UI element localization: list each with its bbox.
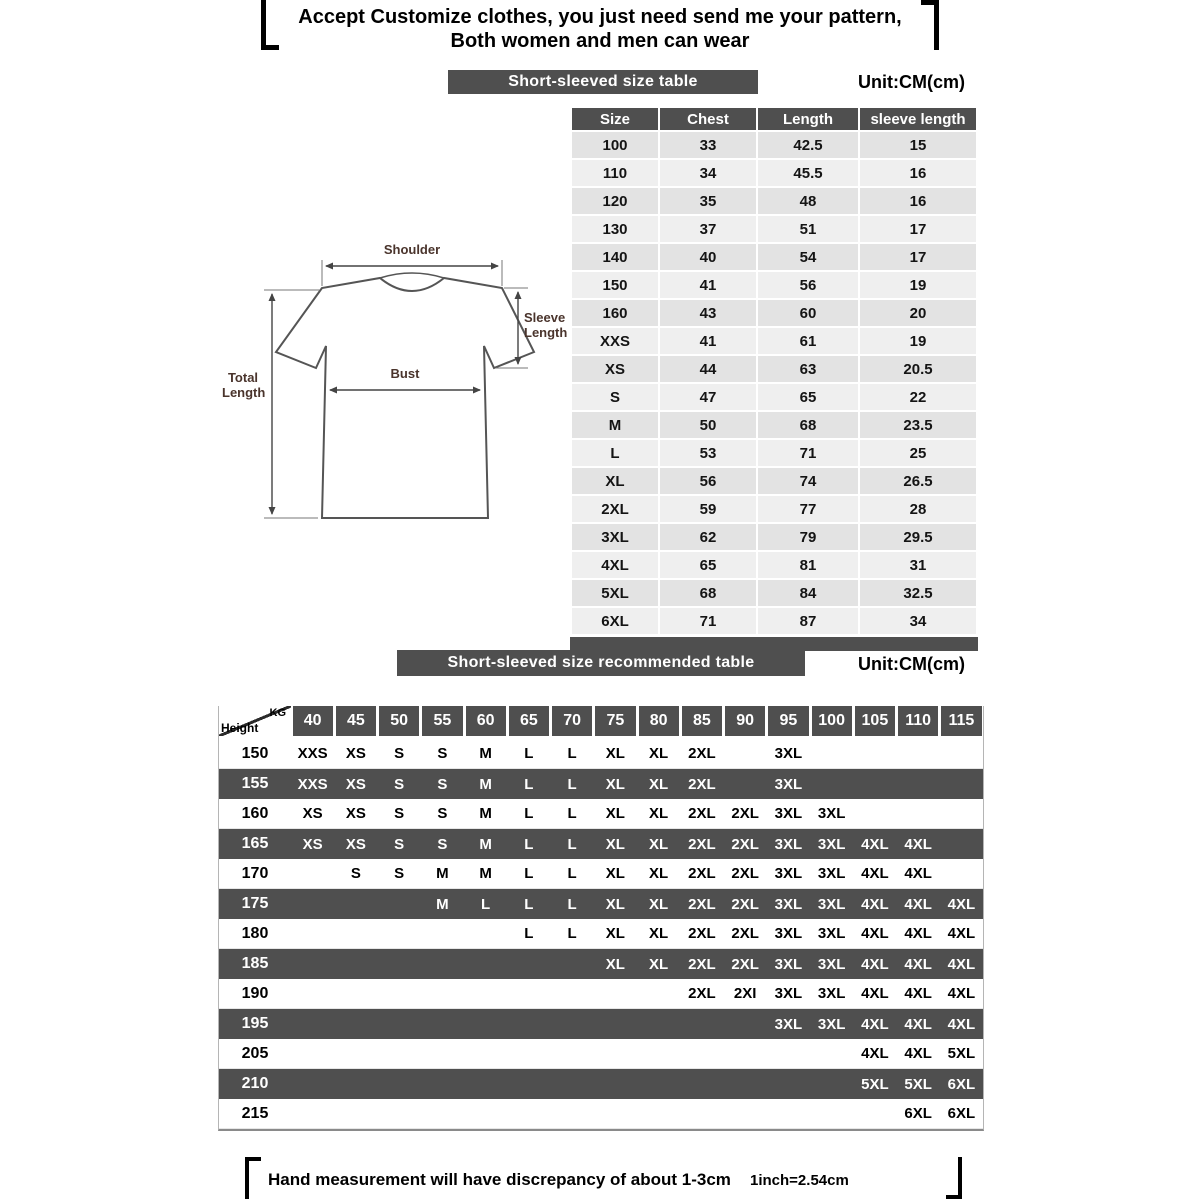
rec-corner-height-label: Height	[221, 721, 259, 735]
rec-kg-header: 40	[293, 706, 333, 736]
rec-cell: 4XL	[904, 955, 932, 973]
size-table-cell: 71	[660, 608, 756, 634]
rec-cell: S	[394, 775, 405, 793]
rec-cell: 6XL	[947, 1075, 976, 1093]
rec-corner-kg-label: KG	[269, 707, 286, 719]
size-table-unit-label: Unit:CM(cm)	[858, 72, 965, 92]
size-table-cell: S	[572, 384, 658, 410]
rec-kg-header: 75	[595, 706, 635, 736]
rec-cell: M	[479, 805, 492, 822]
rec-cell: 2XL	[688, 775, 716, 793]
rec-cell: 4XL	[861, 985, 889, 1002]
rec-cell: XL	[605, 835, 625, 853]
rec-cell: 3XL	[817, 865, 846, 882]
rec-row	[219, 889, 983, 919]
size-table-cell: 25	[860, 440, 976, 466]
rec-cell: S	[350, 865, 361, 882]
size-table-cell: 150	[572, 272, 658, 298]
size-table-cell: XL	[572, 468, 658, 494]
page-title-line2: Both women and men can wear	[450, 30, 750, 52]
size-table-column-header: Length	[758, 108, 858, 130]
rec-row	[219, 859, 983, 889]
size-table-body	[572, 132, 976, 634]
rec-cell: 3XL	[774, 895, 803, 913]
rec-cell: 3XL	[774, 865, 803, 882]
rec-kg-header: 50	[379, 706, 419, 736]
size-table-banner: Short-sleeved size table	[448, 70, 758, 94]
rec-corner-cell	[219, 706, 291, 736]
size-table-cell: 48	[758, 188, 858, 214]
rec-row-height: 185	[241, 955, 269, 972]
measurement-discrepancy-note: Hand measurement will have discrepancy of about 1-3cm	[268, 1170, 731, 1189]
rec-cell: XL	[605, 775, 625, 793]
size-table-cell: 74	[758, 468, 858, 494]
rec-cell: 3XL	[817, 805, 846, 822]
rec-cell: 3XL	[817, 895, 846, 913]
size-table-cell: 34	[860, 608, 976, 634]
recommend-table-banner: Short-sleeved size recommended table	[397, 650, 805, 676]
rec-cell: XL	[649, 955, 669, 973]
size-table-cell: 54	[758, 244, 858, 270]
rec-cell: 4XL	[947, 955, 976, 973]
size-table-cell: 17	[860, 244, 976, 270]
size-table-column-header: Size	[572, 108, 658, 130]
size-table-cell: 65	[758, 384, 858, 410]
size-table-row	[572, 440, 976, 466]
rec-row-height: 150	[241, 744, 269, 762]
size-table-cell: 51	[758, 216, 858, 242]
rec-cell: 3XL	[817, 835, 846, 853]
size-table-row	[572, 412, 976, 438]
size-table-cell: 61	[758, 328, 858, 354]
rec-cell: 3XL	[774, 745, 803, 762]
size-table-cell: 40	[660, 244, 756, 270]
rec-cell: L	[567, 805, 577, 822]
rec-cell: 3XL	[774, 835, 803, 853]
size-table-cell: XS	[572, 356, 658, 382]
rec-cell: 2XL	[688, 865, 716, 882]
rec-cell: 2XL	[731, 955, 759, 973]
rec-cell: L	[524, 805, 534, 822]
size-table-cell: 16	[860, 160, 976, 186]
size-table-cell: 60	[758, 300, 858, 326]
size-table-cell: 37	[660, 216, 756, 242]
rec-cell: XL	[605, 895, 625, 913]
size-table-cell: 35	[660, 188, 756, 214]
size-table-cell: 33	[660, 132, 756, 158]
rec-cell: 4XL	[861, 1045, 889, 1062]
rec-cell: 3XL	[817, 1015, 846, 1033]
rec-cell: XS	[345, 775, 366, 793]
rec-cell: 4XL	[904, 925, 932, 942]
rec-row-height: 155	[241, 775, 269, 792]
bottom-left-bracket-decoration	[245, 1157, 261, 1199]
rec-cell: 2XL	[731, 895, 759, 913]
size-table-cell: 44	[660, 356, 756, 382]
rec-row	[219, 919, 983, 949]
rec-cell: S	[437, 835, 448, 853]
rec-cell: S	[394, 745, 405, 762]
size-table-row	[572, 216, 976, 242]
rec-cell: 2XL	[688, 985, 716, 1002]
rec-cell: 3XL	[774, 1015, 803, 1033]
rec-row	[219, 1039, 983, 1069]
size-table-cell: 15	[860, 132, 976, 158]
size-table-cell: 68	[758, 412, 858, 438]
rec-cell: L	[524, 895, 534, 913]
rec-cell: 6XL	[947, 1105, 976, 1122]
size-table-cell: 5XL	[572, 580, 658, 606]
size-table-row	[572, 328, 976, 354]
rec-cell: XS	[345, 835, 366, 853]
rec-cell: XL	[605, 745, 625, 762]
size-table-cell: 53	[660, 440, 756, 466]
rec-cell: 3XL	[774, 985, 803, 1002]
size-table-cell: 130	[572, 216, 658, 242]
rec-cell: 4XL	[861, 925, 889, 942]
rec-cell: 3XL	[774, 805, 803, 822]
size-table-cell: 20.5	[860, 356, 976, 382]
size-table-row	[572, 496, 976, 522]
rec-kg-header: 90	[725, 706, 765, 736]
size-table-cell: 81	[758, 552, 858, 578]
rec-cell: M	[479, 745, 492, 762]
rec-cell: XL	[605, 865, 625, 882]
rec-header-row	[219, 706, 983, 736]
rec-cell: 2XL	[688, 925, 716, 942]
rec-cell: 3XL	[817, 925, 846, 942]
size-table-row	[572, 608, 976, 634]
rec-row	[219, 979, 983, 1009]
rec-cell: XL	[649, 895, 669, 913]
rec-row	[219, 1009, 983, 1039]
tshirt-diagram	[222, 240, 568, 545]
total-length-measure-label: Total Length	[222, 370, 266, 400]
recommend-table-unit-label: Unit:CM(cm)	[858, 654, 965, 674]
rec-cell: 4XL	[861, 865, 889, 882]
shoulder-measure-label: Shoulder	[383, 242, 441, 257]
rec-row-height: 175	[241, 895, 269, 912]
rec-cell: 5XL	[861, 1075, 889, 1093]
sleeve-length-measure-label: Sleeve Length	[524, 310, 568, 340]
size-table-cell: 110	[572, 160, 658, 186]
rec-cell: 2XL	[731, 835, 759, 853]
rec-row-height: 160	[241, 804, 269, 822]
rec-cell: XXS	[297, 775, 328, 793]
size-table-cell: 56	[660, 468, 756, 494]
rec-cell: 4XL	[904, 1015, 932, 1033]
rec-cell: XL	[649, 745, 669, 762]
rec-cell: S	[394, 865, 405, 882]
size-table-cell: 56	[758, 272, 858, 298]
size-table-cell: 42.5	[758, 132, 858, 158]
size-table-column-header: sleeve length	[860, 108, 976, 130]
rec-cell: 4XL	[861, 895, 889, 913]
rec-cell: XL	[605, 925, 625, 942]
rec-cell: 2XL	[688, 745, 716, 762]
rec-cell: XL	[649, 865, 669, 882]
rec-cell: L	[481, 895, 491, 913]
rec-kg-header: 100	[812, 706, 852, 736]
size-table-row	[572, 160, 976, 186]
size-table-cell: 19	[860, 272, 976, 298]
size-table-cell: M	[572, 412, 658, 438]
rec-cell: M	[479, 775, 492, 793]
rec-row-height: 190	[241, 984, 269, 1002]
size-table-row	[572, 356, 976, 382]
size-table-row	[572, 132, 976, 158]
rec-cell: 5XL	[947, 1045, 976, 1062]
size-table-row	[572, 552, 976, 578]
rec-cell: L	[567, 745, 577, 762]
rec-row	[219, 829, 983, 859]
size-table-cell: 120	[572, 188, 658, 214]
rec-kg-header: 95	[768, 706, 808, 736]
size-table-cell: 32.5	[860, 580, 976, 606]
rec-row	[219, 769, 983, 799]
rec-cell: 3XL	[774, 925, 803, 942]
size-table-cell: 41	[660, 272, 756, 298]
size-table-cell: 28	[860, 496, 976, 522]
rec-kg-header: 85	[682, 706, 722, 736]
size-table-cell: 160	[572, 300, 658, 326]
rec-cell: M	[479, 865, 492, 882]
rec-cell: XS	[345, 745, 366, 762]
size-table-cell: 65	[660, 552, 756, 578]
size-table-column-header: Chest	[660, 108, 756, 130]
rec-cell: 4XL	[861, 835, 889, 853]
size-table-row	[572, 524, 976, 550]
rec-cell: 4XL	[947, 1015, 976, 1033]
rec-kg-header: 70	[552, 706, 592, 736]
size-table-header-row	[572, 108, 976, 130]
rec-cell: XS	[302, 835, 323, 853]
size-table-cell: 6XL	[572, 608, 658, 634]
rec-cell: S	[437, 805, 448, 822]
rec-cell: 2XL	[731, 805, 759, 822]
size-table-cell: 84	[758, 580, 858, 606]
rec-body	[219, 739, 983, 1129]
size-table-cell: 34	[660, 160, 756, 186]
size-table-row	[572, 272, 976, 298]
rec-cell: 3XL	[817, 955, 846, 973]
size-table-cell: 45.5	[758, 160, 858, 186]
size-table-row	[572, 300, 976, 326]
rec-cell: XL	[649, 775, 669, 793]
rec-cell: 4XL	[947, 985, 976, 1002]
inch-conversion-note: 1inch=2.54cm	[750, 1172, 849, 1189]
rec-kg-header: 105	[855, 706, 895, 736]
size-table-cell: 43	[660, 300, 756, 326]
size-table-cell: 19	[860, 328, 976, 354]
size-table-cell: 26.5	[860, 468, 976, 494]
rec-cell: 4XL	[904, 895, 932, 913]
size-table-cell: 4XL	[572, 552, 658, 578]
rec-cell: L	[524, 925, 534, 942]
rec-cell: 2XL	[688, 955, 716, 973]
size-table-row	[572, 468, 976, 494]
recommend-table	[218, 706, 984, 1131]
rec-cell: M	[436, 865, 449, 882]
rec-kg-header: 110	[898, 706, 938, 736]
size-table-footer-bar	[570, 637, 978, 651]
size-table-cell: 62	[660, 524, 756, 550]
rec-cell: L	[567, 895, 577, 913]
size-table-cell: 31	[860, 552, 976, 578]
tshirt-outline-drawing	[222, 240, 568, 545]
rec-row-height: 170	[241, 864, 269, 882]
rec-cell: 4XL	[904, 835, 932, 853]
rec-cell: S	[437, 745, 448, 762]
rec-cell: 2XL	[731, 925, 759, 942]
rec-cell: XS	[302, 805, 323, 822]
rec-row-height: 180	[241, 924, 269, 942]
rec-row	[219, 949, 983, 979]
rec-cell: 4XL	[947, 925, 976, 942]
rec-cell: 4XL	[861, 955, 889, 973]
rec-cell: 2XL	[688, 835, 716, 853]
size-table-cell: 41	[660, 328, 756, 354]
size-table-cell: 16	[860, 188, 976, 214]
rec-cell: 3XL	[774, 775, 803, 793]
size-table	[570, 106, 978, 636]
rec-cell: L	[524, 775, 534, 793]
rec-cell: L	[524, 835, 534, 853]
rec-row	[219, 1099, 983, 1129]
rec-cell: 2XI	[733, 985, 757, 1002]
rec-cell: L	[567, 865, 577, 882]
size-table-cell: XXS	[572, 328, 658, 354]
size-table-cell: 140	[572, 244, 658, 270]
rec-cell: XL	[649, 835, 669, 853]
rec-cell: 3XL	[774, 955, 803, 973]
size-table-cell: 50	[660, 412, 756, 438]
rec-cell: 4XL	[947, 895, 976, 913]
size-table-cell: 23.5	[860, 412, 976, 438]
size-table-cell: 77	[758, 496, 858, 522]
rec-cell: S	[394, 835, 405, 853]
rec-cell: 2XL	[688, 895, 716, 913]
rec-kg-header: 80	[639, 706, 679, 736]
bottom-right-bracket-decoration	[946, 1157, 962, 1199]
rec-cell: XL	[605, 955, 625, 973]
rec-row-height: 215	[241, 1104, 269, 1122]
rec-cell: L	[567, 775, 577, 793]
size-table-cell: 100	[572, 132, 658, 158]
size-table-cell: 68	[660, 580, 756, 606]
size-table-cell: 59	[660, 496, 756, 522]
rec-cell: 3XL	[817, 985, 846, 1002]
bust-measure-label: Bust	[390, 366, 420, 381]
rec-cell: L	[524, 865, 534, 882]
rec-cell: 4XL	[861, 1015, 889, 1033]
rec-cell: XL	[649, 805, 669, 822]
rec-cell: S	[394, 805, 405, 822]
rec-cell: M	[479, 835, 492, 853]
rec-kg-header: 60	[466, 706, 506, 736]
rec-row	[219, 739, 983, 769]
size-table-cell: 63	[758, 356, 858, 382]
size-table-cell: 20	[860, 300, 976, 326]
rec-row-height: 195	[241, 1015, 269, 1032]
rec-cell: M	[436, 895, 449, 913]
rec-row-height: 205	[241, 1044, 269, 1062]
size-table-cell: 71	[758, 440, 858, 466]
size-table-cell: 79	[758, 524, 858, 550]
rec-cell: 6XL	[904, 1105, 932, 1122]
page-title-line1: Accept Customize clothes, you just need send me your pattern,	[298, 6, 902, 28]
size-table-cell: 17	[860, 216, 976, 242]
rec-row-height: 210	[241, 1075, 269, 1092]
rec-row-height: 165	[241, 835, 269, 852]
rec-cell: 2XL	[731, 865, 759, 882]
rec-cell: XL	[649, 925, 669, 942]
rec-cell: 4XL	[904, 985, 932, 1002]
rec-cell: 4XL	[904, 1045, 932, 1062]
rec-kg-header: 45	[336, 706, 376, 736]
size-table-cell: 47	[660, 384, 756, 410]
size-table-cell: 29.5	[860, 524, 976, 550]
size-table-row	[572, 580, 976, 606]
rec-kg-header: 115	[941, 706, 981, 736]
size-table-cell: 3XL	[572, 524, 658, 550]
rec-row	[219, 799, 983, 829]
size-table-row	[572, 188, 976, 214]
rec-cell: 4XL	[904, 865, 932, 882]
size-table-cell: 87	[758, 608, 858, 634]
rec-cell: L	[524, 745, 534, 762]
rec-cell: S	[437, 775, 448, 793]
rec-row	[219, 1069, 983, 1099]
rec-cell: L	[567, 835, 577, 853]
rec-cell: XS	[345, 805, 366, 822]
rec-cell: XL	[605, 805, 625, 822]
rec-cell: L	[567, 925, 577, 942]
rec-cell: 2XL	[688, 805, 716, 822]
page-title	[0, 5, 1200, 53]
size-table-row	[572, 384, 976, 410]
rec-kg-header: 55	[422, 706, 462, 736]
size-table-cell: 22	[860, 384, 976, 410]
rec-cell: 5XL	[904, 1075, 932, 1093]
rec-kg-header: 65	[509, 706, 549, 736]
size-table-cell: 2XL	[572, 496, 658, 522]
size-table-cell: L	[572, 440, 658, 466]
size-table-row	[572, 244, 976, 270]
rec-cell: XXS	[297, 745, 328, 762]
